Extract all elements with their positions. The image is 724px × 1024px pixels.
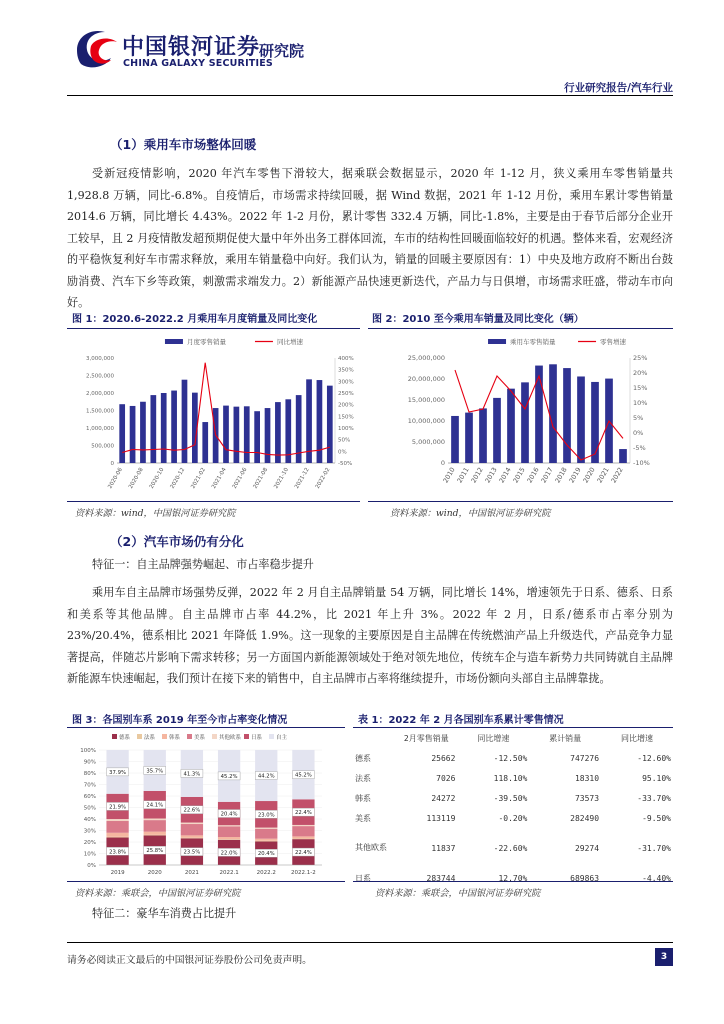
legend-label: 法系 [144, 735, 156, 741]
table-header-cell: 同比增速 [477, 733, 510, 743]
y-tick: 100% [80, 748, 96, 754]
y-tick-left: 2,000,000 [86, 391, 114, 397]
stack-segment [106, 819, 128, 821]
y-tick: 70% [83, 782, 96, 789]
x-tick-label: 2014 [497, 466, 513, 485]
bar [306, 379, 312, 463]
stack-segment [181, 824, 203, 835]
y-tick-right: 0% [633, 429, 644, 437]
data-label: 21.9% [109, 804, 126, 811]
y-tick: 50% [83, 805, 96, 812]
stack-segment [106, 833, 128, 837]
bar [591, 382, 599, 463]
x-tick-label: 2022.1-2 [291, 870, 316, 876]
x-tick-label: 2016 [525, 466, 541, 485]
y-tick-left: 1,500,000 [86, 408, 114, 415]
y-tick-left: 500,000 [91, 443, 114, 450]
x-tick-label: 2021-10 [273, 467, 291, 490]
x-tick-label: 2020-08 [127, 467, 145, 490]
y-tick-right: 50% [338, 437, 351, 444]
data-label: 44.2% [257, 773, 275, 780]
y-tick: 20% [83, 840, 96, 846]
stack-segment [255, 839, 277, 841]
y-tick-right: 15% [633, 384, 648, 392]
legend-bar-label: 乘用车零售销量 [510, 338, 556, 346]
section1-title: （1）乘用车市场整体回暖 [110, 137, 257, 152]
x-tick-label: 2022.2 [256, 870, 276, 876]
y-tick-right: -50% [338, 461, 353, 467]
x-tick-label: 2017 [539, 466, 555, 485]
y-tick-right: 300% [338, 379, 354, 386]
y-tick-right: -5% [633, 444, 646, 452]
table-header-cell: 累计销量 [549, 733, 582, 743]
legend-label: 其他欧系 [219, 735, 242, 741]
legend-swatch [269, 734, 274, 739]
y-tick: 40% [83, 817, 96, 823]
table-row: 其他欧系 11837 -22.60% 29274 -31.70% [355, 843, 671, 853]
stack-segment [144, 832, 166, 835]
page-number: 3 [655, 948, 673, 966]
stack-segment [106, 837, 128, 838]
y-tick-right: 0% [338, 449, 347, 456]
bar [563, 368, 571, 463]
legend-swatch [212, 734, 217, 739]
x-tick-label: 2021 [595, 466, 611, 485]
x-tick-label: 2021-04 [211, 467, 228, 490]
x-tick-label: 2020-12 [169, 467, 187, 490]
x-tick-label: 2021 [184, 870, 199, 876]
data-label: 23.0% [257, 812, 275, 819]
x-tick-label: 2019 [567, 466, 583, 485]
x-tick-label: 2015 [511, 466, 527, 485]
table-row: 美系 113119 -0.20% 282490 -9.50% [355, 813, 671, 823]
bar [171, 391, 177, 463]
data-label: 24.1% [146, 802, 164, 809]
x-tick-label: 2021-02 [190, 467, 207, 490]
x-tick-label: 2020 [581, 466, 597, 485]
bar [521, 382, 529, 463]
bar [275, 402, 281, 463]
section1-paragraph: 受新冠疫情影响，2020 年汽车零售下滑较大，据乘联会数据显示，2020 年 1-12 月，狭义乘用车零售销量共 1,928.8 万辆，同比-6.8%。自疫情后，市场需求持续回暖，据 Wind 数据，2021 年 1-12 月份，乘用车累计零售销量 2014.6 万辆，同比增长 4.43%。2022 年 1-2 月份，累计零售 332.4 万辆，同比-1.8%，主要是由于春节后部分企业开工较早，且 2 月疫情散发超预期促使大量中年外出务工群体回流，车市的结构性回暖面临较好的机遇。整体来看，宏观经济的平稳恢复利好车市需求释放，乘用车销量稳中向好。我们认为，销量的回暖主要原因有：1）中央及地方政府不断出台鼓励消费、汽车下乡等政策，刺激需求端发力。2）新能源产品快速更新迭代，产品力与日俱增，市场需求旺盛，带动车市向好。 [67, 167, 673, 309]
stack-segment [292, 836, 314, 838]
y-tick-right: 20% [633, 369, 648, 377]
legend-line-label: 同比增速 [276, 338, 303, 346]
stack-segment [144, 835, 166, 836]
logo-en-text: CHINA GALAXY SECURITIES [123, 58, 273, 69]
table1-title: 表 1：2022 年 2 月各国别车系累计零售情况 [358, 715, 564, 726]
y-tick: 10% [83, 851, 96, 858]
y-tick-right: 200% [338, 402, 354, 409]
stack-segment [218, 826, 240, 837]
x-tick-label: 2020 [147, 870, 162, 876]
bar [549, 364, 557, 463]
stack-segment [292, 826, 314, 836]
y-tick-left: 5,000,000 [411, 438, 445, 446]
table-header-cell: 同比增速 [621, 733, 654, 743]
stack-segment [255, 829, 277, 839]
stack-segment [144, 818, 166, 820]
y-tick-left: 1,000,000 [86, 426, 114, 432]
data-label: 22.6% [183, 807, 201, 814]
table-row: 韩系 24272 -39.50% 73573 -33.70% [355, 793, 671, 803]
stack-segment [181, 835, 203, 837]
stack-segment [255, 828, 277, 829]
y-tick-right: 400% [338, 356, 354, 362]
x-tick-label: 2022 [609, 466, 625, 485]
x-tick-label: 2020-10 [148, 467, 166, 490]
stack-segment [218, 839, 240, 840]
data-label: 22.4% [295, 810, 312, 817]
y-tick-left: 25,000,000 [407, 354, 445, 362]
footer-divider [67, 942, 673, 943]
bar [140, 402, 146, 463]
legend-bar-swatch [165, 339, 183, 344]
x-tick-label: 2022.1 [219, 870, 239, 876]
x-tick-label: 2022-02 [314, 467, 332, 490]
legend-label: 日系 [251, 735, 263, 741]
footer-disclaimer: 请务必阅读正文最后的中国银河证券股份公司免责声明。 [67, 955, 312, 966]
legend-bar-swatch [488, 339, 506, 344]
y-tick-right: 100% [338, 426, 354, 432]
figure3-chart [67, 730, 345, 880]
legend-label: 韩系 [169, 735, 181, 741]
legend-swatch [162, 734, 167, 739]
y-tick-left: 10,000,000 [407, 417, 445, 425]
stack-segment [292, 838, 314, 839]
x-tick-label: 2011 [455, 466, 471, 485]
y-tick-left: 3,000,000 [86, 356, 114, 362]
legend-bar-label: 月度零售销量 [186, 338, 226, 346]
y-tick-left: 2,500,000 [86, 373, 114, 380]
table-header-cell: 2月零售销量 [403, 733, 449, 743]
y-tick-right: 150% [338, 414, 354, 421]
y-tick: 80% [83, 771, 96, 777]
logo-cn-text: 中国银河证券 [122, 35, 261, 60]
data-label: 45.2% [220, 773, 238, 780]
x-tick-label: 2013 [483, 466, 499, 485]
figure2-title: 图 2：2010 至今乘用车销量及同比变化（辆） [372, 314, 584, 325]
stack-segment [181, 838, 203, 839]
y-tick-left: 0 [440, 459, 445, 467]
bar [161, 393, 167, 463]
table1-source: 资料来源：乘联会，中国银河证券研究院 [375, 888, 541, 899]
y-tick-left: 0 [110, 461, 114, 467]
bar [202, 422, 208, 463]
y-tick-right: 25% [633, 354, 648, 362]
x-tick-label: 2012 [469, 466, 485, 485]
x-tick-label: 2010 [441, 466, 457, 485]
y-tick: 30% [83, 828, 96, 835]
bar [507, 389, 515, 463]
figure1-source: 资料来源：wind，中国银河证券研究院 [75, 508, 236, 519]
figure2-source: 资料来源：wind，中国银河证券研究院 [390, 508, 551, 519]
bar [223, 406, 229, 463]
bar [465, 413, 473, 463]
logo-suffix: 研究院 [259, 42, 305, 60]
table-row: 德系 25662 -12.50% 747276 -12.60% [355, 753, 671, 763]
stack-segment [218, 825, 240, 826]
y-tick-left: 20,000,000 [407, 375, 445, 383]
figure1-chart [67, 331, 360, 501]
data-label: 23.5% [183, 849, 201, 856]
y-tick-right: -10% [633, 459, 650, 467]
header-divider [67, 95, 673, 96]
data-label: 23.8% [109, 849, 126, 856]
bar [119, 404, 125, 463]
figure2-chart [368, 331, 673, 501]
data-label: 22.4% [295, 850, 312, 857]
bar [182, 380, 188, 463]
legend-label: 自主 [276, 735, 288, 741]
data-label: 25.8% [146, 848, 164, 855]
y-tick-left: 15,000,000 [407, 396, 445, 404]
data-label: 37.9% [109, 769, 126, 776]
bar [327, 386, 333, 463]
feature2-heading: 特征二：豪华车消费占比提升 [92, 907, 237, 920]
x-tick-label: 2020-06 [107, 467, 124, 490]
bar [535, 366, 543, 463]
stack-segment [255, 841, 277, 842]
table-row: 日系 283744 12.70% 689863 -4.40% [355, 873, 671, 883]
legend-swatch [244, 734, 249, 739]
x-tick-label: 2018 [553, 466, 569, 485]
y-tick-right: 350% [338, 367, 354, 374]
bar [244, 406, 250, 463]
legend-swatch [137, 734, 142, 739]
data-label: 20.4% [220, 811, 238, 818]
table-header-row [353, 728, 673, 748]
legend-swatch [112, 734, 117, 739]
data-label: 35.7% [146, 768, 164, 775]
legend-label: 德系 [119, 735, 131, 741]
bar [130, 406, 136, 463]
galaxy-logo-icon [67, 24, 123, 74]
legend-label: 美系 [194, 735, 206, 741]
y-tick-right: 10% [633, 399, 648, 407]
y-tick: 60% [83, 794, 96, 800]
legend-line-label: 零售增速 [600, 338, 627, 346]
report-type: 行业研究报告/汽车行业 [564, 82, 673, 94]
y-tick-right: 5% [633, 414, 644, 422]
y-tick: 90% [83, 759, 96, 766]
bar [577, 376, 585, 463]
stack-segment [292, 825, 314, 826]
x-tick-label: 2021-12 [294, 467, 311, 490]
x-tick-label: 2019 [110, 870, 125, 876]
bar [285, 399, 291, 463]
stack-segment [144, 820, 166, 832]
data-label: 45.2% [295, 772, 312, 779]
table-row: 法系 7026 118.10% 18310 95.10% [355, 773, 671, 783]
data-label: 22.0% [220, 850, 238, 857]
bar [479, 408, 487, 463]
stack-segment [181, 823, 203, 824]
section2-paragraph: 乘用车自主品牌市场强势反弹，2022 年 2 月自主品牌销量 54 万辆，同比增长 14%，增速领先于日系、德系、日系和美系等其他品牌。自主品牌市占率 44.2%，比 2021 年上升 3%。2022 年 2 月，日系/德系市占率分别为 23%/20.4%，德系相比 2021 年降低 1.9%。这一现象的主要原因是自主品牌在传统燃油产品上升级迭代，产品竞争力显著提高，伴随芯片影响下需求转移；另一方面国内新能源领域处于绝对领先地位，传统车企与造车新势力共同铸就自主品牌新能源车快速崛起，我们预计在接下来的销售中，自主品牌市占率将继续提升，市场份额向头部自主品牌靠拢。 [67, 586, 673, 685]
bar [150, 395, 156, 463]
figure3-title: 图 3：各国别车系 2019 年至今市占率变化情况 [72, 715, 288, 726]
data-label: 20.4% [257, 851, 275, 858]
legend-swatch [187, 734, 192, 739]
y-tick: 0% [87, 863, 96, 869]
y-tick-right: 250% [338, 391, 354, 397]
stack-segment [106, 821, 128, 833]
stack-segment [218, 837, 240, 839]
x-tick-label: 2021-08 [252, 467, 270, 490]
data-label: 41.3% [183, 771, 201, 778]
bar [254, 411, 260, 463]
bar [234, 407, 240, 463]
bar [451, 416, 459, 463]
section2-title: （2）汽车市场仍有分化 [110, 534, 244, 549]
bar [619, 449, 627, 463]
figure1-title: 图 1：2020.6-2022.2 月乘用车月度销量及同比变化 [72, 314, 318, 325]
table1 [353, 728, 673, 888]
x-tick-label: 2021-06 [231, 467, 249, 490]
feature1-heading: 特征一：自主品牌强势崛起、市占率稳步提升 [92, 558, 314, 571]
bar [493, 398, 501, 463]
figure3-source: 资料来源：乘联会，中国银河证券研究院 [75, 888, 241, 899]
